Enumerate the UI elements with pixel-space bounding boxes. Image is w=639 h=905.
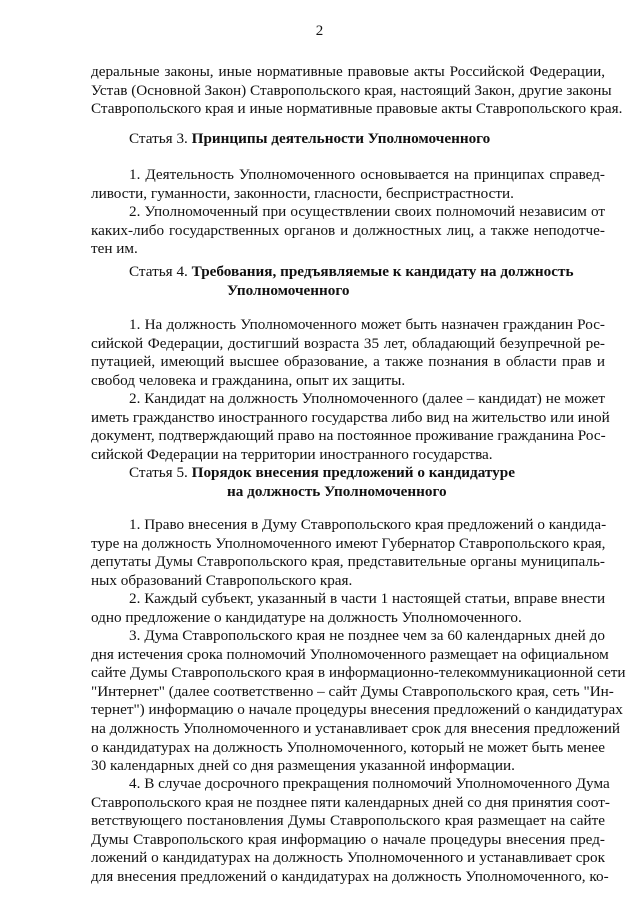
- article-4-part-2: [91, 390, 610, 464]
- text-line: каких-либо государственных органов и должностных лиц, а также неподотче-: [91, 221, 605, 239]
- article-5-title: Порядок внесения предложений о кандидатуре: [191, 464, 515, 481]
- text-line: 2. Уполномоченный при осуществлении своих полномочий независим от: [129, 203, 605, 220]
- article-5-prefix: Статья 5.: [129, 464, 188, 481]
- text-line: 1. Право внесения в Думу Ставропольского края предложений о кандида-: [129, 516, 607, 533]
- article-4-part-1: [91, 316, 605, 390]
- article-3-title: Принципы деятельности Уполномоченного: [191, 130, 491, 147]
- article-3-part-2: [91, 203, 605, 259]
- text-line: сийской Федерации, достигший возраста 35 лет, обладающий безупречной ре-: [91, 334, 605, 352]
- text-line: сийской Федерации на территории иностранного государства.: [91, 445, 493, 463]
- text-line: Устав (Основной Закон) Ставропольского края, настоящий Закон, другие законы: [91, 81, 612, 99]
- text-line: Думы Ставропольского края информацию о начале процедуры внесения пред-: [91, 830, 605, 848]
- text-line: Ставропольского края и иные нормативные правовые акты Ставропольского края.: [91, 100, 623, 118]
- page-number: 2: [315, 23, 324, 39]
- article-4-heading: [91, 263, 639, 300]
- text-line: "Интернет" (далее соответственно – сайт Думы Ставропольского края, сеть "Ин-: [91, 682, 614, 700]
- article-4-title-cont: Уполномоченного: [227, 281, 350, 299]
- text-line: о кандидатурах на должность Уполномоченного, который не может быть менее: [91, 738, 605, 756]
- article-5-part-3: [91, 627, 626, 776]
- text-line: деральные законы, иные нормативные правовые акты Российской Федерации,: [91, 63, 605, 80]
- text-line: 4. В случае досрочного прекращения полномочий Уполномоченного Дума: [129, 775, 610, 792]
- article-3-prefix: Статья 3.: [129, 130, 188, 147]
- text-line: путацией, имеющий высшее образование, а также познания в области прав и: [91, 353, 605, 371]
- text-line: на должность Уполномоченного и устанавливает срок для внесения предложений: [91, 719, 621, 737]
- text-line: тен им.: [91, 240, 138, 258]
- article-4-prefix: Статья 4.: [129, 263, 188, 280]
- text-line: туре на должность Уполномоченного имеют Губернатор Ставропольского края,: [91, 534, 606, 552]
- text-line: Ставропольского края не позднее пяти календарных дней со дня принятия соот-: [91, 793, 610, 811]
- text-line: тернет") информацию о начале процедуры внесения предложений о кандидатурах: [91, 701, 623, 719]
- text-line: ветствующего постановления Думы Ставропольского края размещает на сайте: [91, 812, 605, 830]
- text-line: сайте Думы Ставропольского края в информационно-телекоммуникационной сети: [91, 664, 626, 682]
- text-line: ных образований Ставропольского края.: [91, 571, 353, 589]
- text-line: дня истечения срока полномочий Уполномоченного размещает на официальном: [91, 645, 609, 663]
- text-line: 3. Дума Ставропольского края не позднее чем за 60 календарных дней до: [129, 627, 605, 644]
- text-line: 1. Деятельность Уполномоченного основывается на принципах справед-: [129, 166, 605, 183]
- article-5-title-cont: на должность Уполномоченного: [227, 482, 447, 500]
- text-line: 2. Каждый субъект, указанный в части 1 настоящей статьи, вправе внести: [129, 590, 606, 607]
- text-line: ложений о кандидатурах на должность Уполномоченного и устанавливает срок: [91, 849, 605, 867]
- article-4-title: Требования, предъявляемые к кандидату на должность: [191, 263, 574, 280]
- article-3-heading: [91, 130, 639, 149]
- text-line: ливости, гуманности, законности, гласности, беспристрастности.: [91, 184, 514, 202]
- text-line: иметь гражданство иностранного государства либо вид на жительство или иной: [91, 408, 610, 426]
- text-line: одно предложение о кандидатуре на должность Уполномоченного.: [91, 608, 522, 626]
- article-5-part-4: [91, 775, 610, 887]
- text-line: документ, подтверждающий право на постоянное проживание гражданина Рос-: [91, 427, 606, 445]
- article-5-part-1: [91, 516, 605, 590]
- text-line: 30 календарных дней со дня размещения указанной информации.: [91, 757, 515, 775]
- text-line: свобод человека и гражданина, опыт их защиты.: [91, 371, 406, 389]
- text-line: 2. Кандидат на должность Уполномоченного (далее – кандидат) не может: [129, 390, 605, 407]
- text-line: депутаты Думы Ставропольского края, представительные органы муниципаль-: [91, 553, 605, 571]
- article-3-part-1: [91, 166, 605, 203]
- article-5-part-2: [91, 590, 605, 627]
- text-line: для внесения предложений о кандидатурах на должность Уполномоченного, ко-: [91, 867, 609, 885]
- paragraph-intro: [91, 63, 623, 119]
- text-line: 1. На должность Уполномоченного может быть назначен гражданин Рос-: [129, 316, 605, 333]
- article-5-heading: [91, 464, 639, 501]
